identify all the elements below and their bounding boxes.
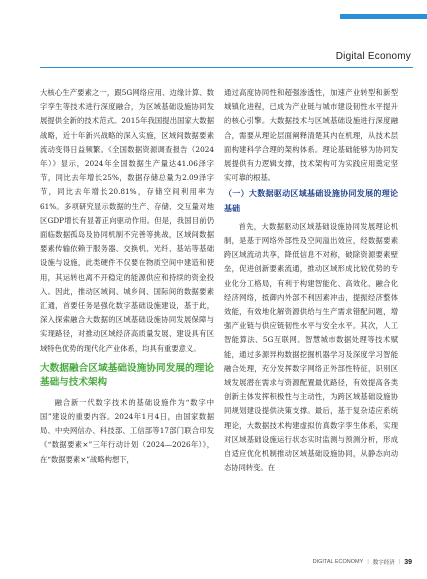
body-paragraph: 大核心生产要素之一，跟5G网络应用、边缘计算、数字孪生等技术进行深度融合，为区域基础设施协同发展提供全新的技术范式。2015年我国提出国家大数据战略，近十年新兴战略的深入实施，区域间数据要素流动变得日益频繁。《全国数据资源调查报告（2024年）》显示，2024年全国数据生产量达41.06泽字节，同比去年增长25%，数据存储总量为2.09泽字节，同比去年增长20.81%，存储空间利用率为61%。多项研究显示数据的生产、存储、交互量对地区GDP增长有显著正向驱动作用。但是，我国目前仍面临数据孤岛及协同机制不完善等挑战，区域间数据要素传输依赖于服务器、交换机、光纤、基站等基础设施与设施，此类硬件不仅要在物质空间中建造和使用，其运转也离不开稳定的能源供应和持续的资金投入。因此，推动区域间、城乡间、国际间的数据要素汇通，首要任务是强化数字基础设施建设，基于此，深入探索融合大数据的区域基础设施协同发展保障与实现路径，对推动区域经济高质量发展、建设具有区域特色优势的现代化产业体系，均具有重要意义。 [40,88,214,353]
page-footer [313,558,412,566]
header-divider [40,67,413,68]
body-paragraph: 通过高度协同性和超强渗透性，加速产业转型和新型城镇化进程，已成为产业链与城市建设韧性水平提升的核心引擎。大数据技术与区域基础设施进行深度融合，需要从理论层面阐释清楚其内在机理，从技术层面构建科学合理的架构体系。理论基础能够为协同发展提供有力逻辑支撑，技术架构可为实践应用奠定坚实可靠的根基。 [224,88,398,183]
section-header-title: Digital Economy [335,51,411,62]
footer-separator: | [367,559,369,565]
footer-brand-cn: 数字经济 [372,560,395,566]
body-paragraph: 融合新一代数字技术的基础设施作为“数字中国”建设的重要内容。2024年1月4日，由国家数据局、中央网信办、科技部、工信部等17部门联合印发《“数据要素×”三年行动计划（2024—2026年）》，在“数据要素×”战略构想下， [40,397,214,464]
left-column [40,86,214,467]
footer-separator: | [398,559,401,565]
footer-brand-en: DIGITAL ECONOMY [312,559,364,565]
section-heading: 大数据融合区域基础设施协同发展的理论基础与技术架构 [40,362,214,388]
page-number: 39 [404,558,412,566]
corner-accent-bar [340,14,427,19]
right-column [224,86,398,475]
body-paragraph: 首先，大数据驱动区域基础设施协同发展理论机制，是基于网络外部性及空间溢出效应，经数据要素跨区域流动共享，降低信息不对称，破除资源要素壁垒，促进创新要素流通，推动区域形成比较优势的专业化分工格局，有利于构建智能化、高效化、融合化经济网络，抵御内外部不利因素冲击，提振经济整体效能，有效地化解资源供给与生产需求错配问题，增强产业链与供应链韧性水平与安全水平。其次，人工智能算法、5G互联网、智慧城市数据处理等技术赋能，通过多源异构数据挖掘机器学习及深度学习智能融合处理，充分发挥数字网络正外部性特征，识别区域发展潜在需求与资源配置最优路径，有效提高各类创新主体发挥积极性与主动性，为跨区域基础设施协同规划建设提供决策支撑。最后，基于复杂适应系统理论，大数据技术构建虚拟仿真数字孪生体系，实现对区域基础设施运行状态实时监测与预测分析，形成自适应优化机制推动区域基础设施协同，从静态向动态协同转变。在 [224,221,398,473]
subsection-heading: （一）大数据驱动区域基础设施协同发展的理论基础 [224,189,398,213]
